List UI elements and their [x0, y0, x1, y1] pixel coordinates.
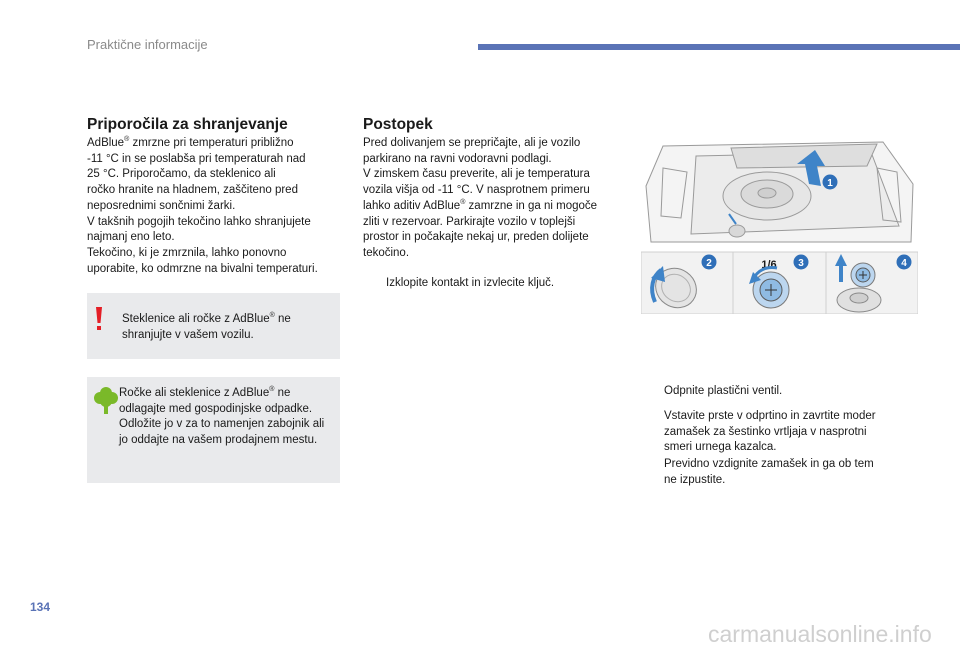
text-line [119, 433, 324, 449]
text-line [363, 167, 597, 183]
text-run: -11 °C in se poslabša pri temperaturah nad [87, 152, 306, 165]
step-line: ne izpustite. [664, 473, 726, 486]
text-line [363, 246, 597, 262]
text-line [363, 152, 597, 168]
text-line [363, 215, 597, 231]
text-run: prostor in počakajte nekaj ur, preden dolijete [363, 231, 589, 244]
text-run: uporabite, ko odmrzne na bivalni temperaturi. [87, 262, 318, 275]
text-line [119, 417, 324, 433]
trunk-illustration [641, 138, 918, 314]
warning-text [122, 312, 291, 343]
text-run: zliti v rezervoar. Parkirajte vozilo v toplejši [363, 215, 576, 228]
step-badge-3: 3 [798, 258, 804, 269]
warning-box [87, 293, 340, 359]
text-line [87, 136, 318, 152]
text-run: lahko aditiv AdBlue [363, 199, 461, 212]
text-run: tekočino. [363, 246, 410, 259]
text-line [119, 402, 324, 418]
text-line [119, 386, 324, 402]
registered-mark: ® [269, 386, 275, 394]
step-line: Previdno vzdignite zamašek in ga ob tem [664, 458, 874, 470]
registered-mark: ® [124, 136, 130, 144]
step-text [664, 457, 874, 488]
procedure-paragraph [363, 136, 597, 262]
step-text: Izklopite kontakt in izvlecite ključ. [386, 277, 555, 289]
text-run: zmrzne pri temperaturi približno [129, 137, 294, 149]
text-run: Tekočino, ki je zmrznila, lahko ponovno [87, 246, 287, 259]
text-run: Odložite jo v za to namenjen zabojnik ali [119, 418, 325, 431]
text-run: jo oddajte na vašem prodajnem mestu. [119, 434, 318, 447]
text-line [87, 199, 318, 215]
text-line [87, 183, 318, 199]
warning-exclamation-icon [95, 307, 103, 331]
page-number: 134 [30, 600, 51, 614]
text-run: neposrednimi sončnimi žarki. [87, 199, 236, 212]
text-run: najmanj eno leto. [87, 231, 175, 244]
text-run: zamrzne in ga ni mogoče [465, 199, 598, 212]
text-run: Pred dolivanjem se prepričajte, ali je vozilo [363, 137, 581, 149]
text-line [87, 152, 318, 168]
eco-text [119, 386, 324, 449]
step-line: smeri urnega kazalca. [664, 441, 777, 454]
text-run: odlagajte med gospodinjske odpadke. [119, 402, 313, 415]
step-badge-1: 1 [827, 178, 833, 189]
procedure-heading: Postopek [363, 116, 433, 133]
text-run: parkirano na ravni vodoravni podlagi. [363, 152, 552, 165]
text-line [122, 328, 291, 344]
section-title: Praktične informacije [87, 37, 208, 52]
text-run: Ročke ali steklenice z AdBlue [119, 387, 270, 399]
text-run: AdBlue [87, 137, 125, 149]
text-line [363, 230, 597, 246]
step-text [664, 409, 876, 456]
text-run: shranjujte v vašem vozilu. [122, 328, 254, 341]
storage-paragraph [87, 136, 318, 277]
eco-box [87, 377, 340, 483]
step-line: Vstavite prste v odprtino in zavrtite moder [664, 410, 876, 422]
storage-heading: Priporočila za shranjevanje [87, 116, 288, 133]
text-line [87, 230, 318, 246]
text-run: V takšnih pogojih tekočino lahko shranjujete [87, 215, 311, 228]
text-run: Steklenice ali ročke z AdBlue [122, 313, 270, 325]
text-run: vozila višja od -11 °C. V nasprotnem primeru [363, 184, 590, 197]
text-line [87, 262, 318, 278]
text-run: 25 °C. Priporočamo, da steklenico ali [87, 168, 276, 181]
text-line [87, 246, 318, 262]
text-line [122, 312, 291, 328]
text-line [87, 215, 318, 231]
step-line: zamašek za šestinko vrtljaja v nasprotni [664, 425, 867, 438]
text-line [87, 167, 318, 183]
registered-mark: ® [269, 312, 275, 320]
text-run: ne [274, 387, 291, 399]
step-badge-4: 4 [901, 258, 907, 269]
registered-mark: ® [460, 198, 466, 206]
watermark-text: carmanualsonline.info [708, 621, 932, 647]
text-line [363, 183, 597, 199]
text-run: ne [274, 313, 291, 325]
text-run: V zimskem času preverite, ali je temperatura [363, 168, 590, 181]
rotation-label: 1/6 [761, 259, 777, 271]
text-line [363, 199, 597, 215]
step-text: Odpnite plastični ventil. [664, 385, 783, 397]
step-badge-2: 2 [706, 258, 712, 269]
text-line [363, 136, 597, 152]
text-run: ročko hranite na hladnem, zaščiteno pred [87, 184, 298, 197]
header-accent-bar [478, 44, 960, 50]
tree-eco-icon [93, 386, 119, 414]
